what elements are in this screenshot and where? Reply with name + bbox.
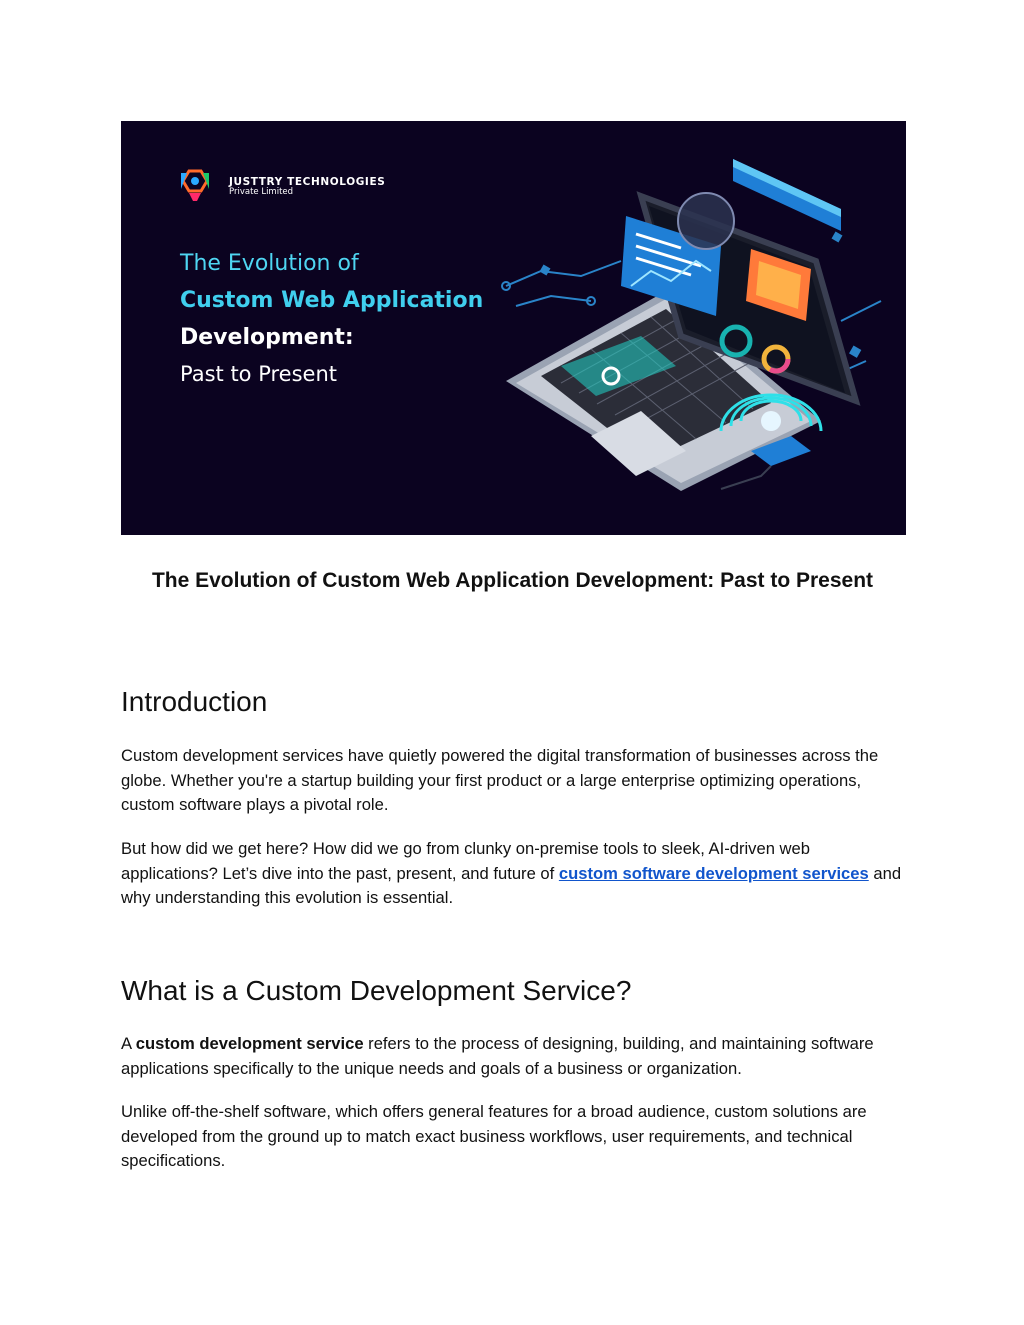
justtry-logo-icon <box>181 171 209 201</box>
hero-banner-image <box>121 121 906 535</box>
banner-title <box>180 245 520 393</box>
intro-paragraph-2-tail: and why understanding this evolution is essential. <box>121 863 902 907</box>
heading-what-is-custom-development: What is a Custom Development Service? <box>121 975 632 1006</box>
what-paragraph-1 <box>121 1032 911 1081</box>
what-paragraph-1-text: refers to the process of designing, building, and maintaining software applications specifically to the unique needs and goals of a business or organization. <box>121 1034 874 1078</box>
company-logo <box>221 177 385 197</box>
company-subtitle: Private Limited <box>229 187 294 198</box>
document-title: The Evolution of Custom Web Application Development: Past to Present <box>151 569 874 592</box>
company-name: JUSTTRY TECHNOLOGIES <box>229 176 386 188</box>
banner-title-line-2: Custom Web Application <box>180 288 484 313</box>
custom-software-services-link[interactable]: custom software development services <box>558 863 869 883</box>
what-paragraph-2: Unlike off-the-shelf software, which offers general features for a broad audience, custom solutions are developed from the ground up to match exact business workflows, user requirements, and technical specifications. <box>121 1102 867 1170</box>
banner-title-line-1: The Evolution of <box>180 251 359 276</box>
heading-introduction: Introduction <box>121 686 268 717</box>
intro-paragraph-2 <box>121 837 911 911</box>
custom-development-service-term: custom development service <box>135 1034 364 1053</box>
banner-title-line-4: Past to Present <box>180 362 337 386</box>
intro-paragraph-1: Custom development services have quietly powered the digital transformation of businesses across the globe. Whether you're a startup building your first product or a large enterprise optimizing operations, custom software plays a pivotal role. <box>121 746 879 814</box>
what-paragraph-1-lead: A <box>121 1034 136 1053</box>
banner-title-line-3: Development: <box>180 325 354 350</box>
intro-paragraph-2-text: But how did we get here? How did we go from clunky on-premise tools to sleek, AI-driven web applications? Let’s dive into the past, present, and future of <box>121 839 810 883</box>
